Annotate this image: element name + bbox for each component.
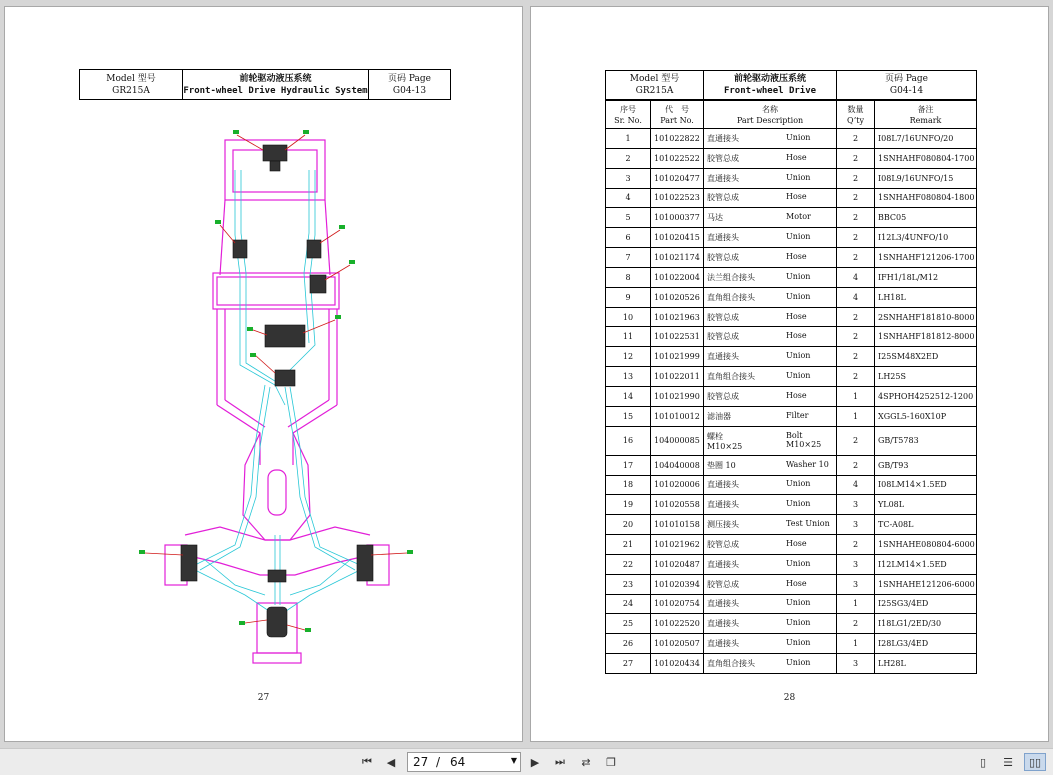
qty-cell: 2 (837, 129, 875, 149)
description-en: Union (786, 638, 811, 648)
sr-no-cell: 13 (606, 367, 651, 387)
last-page-icon[interactable]: ⏭ (555, 755, 565, 768)
part-no-cell: 101020477 (651, 168, 704, 188)
part-no-cell: 101022011 (651, 367, 704, 387)
remark-cell: I08LM14×1.5ED (875, 475, 977, 495)
description-cell (704, 475, 837, 495)
remark-cell: I25SG3/4ED (875, 594, 977, 614)
description-zh: 直通接头 (707, 480, 739, 490)
table-row (606, 495, 977, 515)
part-no-cell: 104000085 (651, 426, 704, 455)
part-no-cell: 101021990 (651, 386, 704, 406)
description-zh: 直通接头 (707, 599, 739, 609)
description-cell (704, 327, 837, 347)
qty-cell: 2 (837, 208, 875, 228)
qty-cell: 2 (837, 248, 875, 268)
description-cell (704, 367, 837, 387)
remark-cell: I12LM14×1.5ED (875, 554, 977, 574)
description-zh: 胶管总成 (707, 153, 739, 163)
qty-cell: 2 (837, 455, 875, 475)
page-number: 27 (257, 693, 270, 703)
remark-cell: TC-A08L (875, 515, 977, 535)
sr-no-cell: 7 (606, 248, 651, 268)
qty-cell: 4 (837, 287, 875, 307)
table-row (606, 327, 977, 347)
sr-no-cell: 6 (606, 228, 651, 248)
table-row (606, 594, 977, 614)
part-no-cell: 101021962 (651, 535, 704, 555)
qty-cell: 2 (837, 327, 875, 347)
table-row (606, 574, 977, 594)
sr-no-cell: 24 (606, 594, 651, 614)
qty-cell: 2 (837, 188, 875, 208)
remark-cell: GB/T93 (875, 455, 977, 475)
sr-no-cell: 15 (606, 406, 651, 426)
sr-no-cell: 18 (606, 475, 651, 495)
remark-cell: BBC05 (875, 208, 977, 228)
part-no-cell: 101020558 (651, 495, 704, 515)
description-zh: 马达 (707, 213, 723, 223)
remark-cell: 2SNHAHF181810-8000 (875, 307, 977, 327)
description-en: Union (786, 271, 811, 281)
col-sr: 序号 Sr. No. (606, 101, 651, 129)
part-no-cell: 101021174 (651, 248, 704, 268)
description-cell (704, 168, 837, 188)
description-cell (704, 248, 837, 268)
description-zh: 直角组合接头 (707, 659, 755, 669)
qty-cell: 2 (837, 307, 875, 327)
description-cell (704, 515, 837, 535)
description-en: Hose (786, 578, 807, 588)
description-en: Hose (786, 311, 807, 321)
description-zh: 胶管总成 (707, 539, 739, 549)
sr-no-cell: 23 (606, 574, 651, 594)
description-zh: 滤油器 (707, 411, 731, 421)
description-cell (704, 287, 837, 307)
description-cell (704, 347, 837, 367)
description-en: Hose (786, 152, 807, 162)
qty-cell: 2 (837, 228, 875, 248)
sr-no-cell: 3 (606, 168, 651, 188)
table-row (606, 168, 977, 188)
remark-cell: YL08L (875, 495, 977, 515)
description-cell (704, 495, 837, 515)
table-row (606, 406, 977, 426)
current-page[interactable]: 27 (413, 755, 429, 769)
part-no-cell: 101020526 (651, 287, 704, 307)
sr-no-cell: 25 (606, 614, 651, 634)
part-no-cell: 101020487 (651, 554, 704, 574)
description-zh: 胶管总成 (707, 252, 739, 262)
continuous-view-icon[interactable]: ☰ (1003, 755, 1013, 769)
description-en: Motor (786, 212, 811, 222)
description-zh: 直通接头 (707, 500, 739, 510)
description-cell (704, 188, 837, 208)
remark-cell: I08L7/16UNFO/20 (875, 129, 977, 149)
description-en: Filter (786, 410, 809, 420)
title-cell: 前轮驱动液压系统 Front-wheel Drive Hydraulic System (183, 70, 369, 100)
two-page-view-icon[interactable]: ▯▯ (1024, 753, 1046, 771)
qty-cell: 3 (837, 515, 875, 535)
next-page-icon[interactable]: ▶ (530, 755, 540, 769)
model-cell: Model 型号 GR215A (606, 71, 704, 100)
sr-no-cell: 21 (606, 535, 651, 555)
qty-cell: 2 (837, 535, 875, 555)
table-row (606, 248, 977, 268)
description-en: Union (786, 351, 811, 361)
page-selector[interactable] (407, 752, 521, 772)
table-row (606, 654, 977, 674)
page-header (79, 69, 451, 100)
table-row (606, 267, 977, 287)
qty-cell: 1 (837, 594, 875, 614)
prev-page-icon[interactable]: ◀ (386, 755, 396, 769)
remark-cell: 1SNHAHF080804-1700 (875, 148, 977, 168)
col-qty: 数量 Q’ty (837, 101, 875, 129)
page-28 (530, 6, 1049, 742)
chevron-down-icon[interactable]: ▼ (510, 756, 517, 765)
description-en: Hose (786, 331, 807, 341)
sr-no-cell: 19 (606, 495, 651, 515)
description-cell (704, 574, 837, 594)
description-en: Bolt (786, 430, 803, 440)
qty-cell: 3 (837, 554, 875, 574)
description-cell (704, 535, 837, 555)
part-no-cell: 101010012 (651, 406, 704, 426)
part-no-cell: 101020394 (651, 574, 704, 594)
description-en: Hose (786, 390, 807, 400)
part-no-cell: 101022822 (651, 129, 704, 149)
description-en: Union (786, 658, 811, 668)
description-en: Union (786, 172, 811, 182)
part-no-cell: 101021963 (651, 307, 704, 327)
qty-cell: 3 (837, 495, 875, 515)
qty-cell: 4 (837, 475, 875, 495)
sr-no-cell: 20 (606, 515, 651, 535)
table-row (606, 386, 977, 406)
description-en: Hose (786, 192, 807, 202)
description-zh: 直通接头 (707, 173, 739, 183)
description-cell (704, 554, 837, 574)
description-zh: 胶管总成 (707, 312, 739, 322)
table-row (606, 208, 977, 228)
description-cell (704, 594, 837, 614)
description-zh: 直通接头 (707, 133, 739, 143)
remark-cell: I25SM48X2ED (875, 347, 977, 367)
page-number: 28 (783, 693, 796, 703)
description-cell (704, 426, 837, 455)
table-row (606, 129, 977, 149)
rotate-icon[interactable]: ⇄ (581, 755, 591, 769)
description-zh: 直通接头 (707, 559, 739, 569)
description-en: Union (786, 291, 811, 301)
qty-cell: 2 (837, 148, 875, 168)
description-zh: 法兰组合接头 (707, 272, 755, 282)
page-27 (4, 6, 523, 742)
description-en: Union (786, 232, 811, 242)
description-en: Union (786, 618, 811, 628)
qty-cell: 2 (837, 168, 875, 188)
description-zh: 直通接头 (707, 639, 739, 649)
part-no-cell: 101022522 (651, 148, 704, 168)
model-cell: Model 型号 GR215A (80, 70, 183, 100)
sr-no-cell: 22 (606, 554, 651, 574)
description-en: Union (786, 598, 811, 608)
sr-no-cell: 26 (606, 634, 651, 654)
single-page-view-icon[interactable]: ▯ (979, 755, 987, 769)
description-cell (704, 654, 837, 674)
table-row (606, 347, 977, 367)
remark-cell: I12L3/4UNFO/10 (875, 228, 977, 248)
description-zh: 胶管总成 (707, 579, 739, 589)
description-zh: 直通接头 (707, 233, 739, 243)
table-row (606, 287, 977, 307)
col-remark: 备注 Remark (875, 101, 977, 129)
remark-cell: IFH1/18L/M12 (875, 267, 977, 287)
sr-no-cell: 1 (606, 129, 651, 149)
remark-cell: 1SNHAHF121206-1700 (875, 248, 977, 268)
qty-cell: 2 (837, 347, 875, 367)
qty-cell: 2 (837, 614, 875, 634)
table-row (606, 475, 977, 495)
part-no-cell: 101020754 (651, 594, 704, 614)
description-cell (704, 148, 837, 168)
remark-cell: 1SNHAHF080804-1800 (875, 188, 977, 208)
sr-no-cell: 17 (606, 455, 651, 475)
qty-cell: 3 (837, 654, 875, 674)
sr-no-cell: 4 (606, 188, 651, 208)
description-cell (704, 634, 837, 654)
description-en: Hose (786, 538, 807, 548)
qty-cell: 2 (837, 367, 875, 387)
description-cell (704, 614, 837, 634)
table-row (606, 455, 977, 475)
description-cell (704, 228, 837, 248)
page-code-cell: 页码 Page G04-13 (369, 70, 451, 100)
sr-no-cell: 8 (606, 267, 651, 287)
page-header (605, 70, 977, 100)
table-row (606, 426, 977, 455)
table-row (606, 535, 977, 555)
part-no-cell: 101020434 (651, 654, 704, 674)
part-no-cell: 101020415 (651, 228, 704, 248)
description-en: Union (786, 132, 811, 142)
description-en: Union (786, 499, 811, 509)
description-en: Union (786, 371, 811, 381)
qty-cell: 4 (837, 267, 875, 287)
description-zh: 测压接头 (707, 520, 739, 530)
remark-cell: XGGL5-160X10P (875, 406, 977, 426)
description-cell (704, 267, 837, 287)
hydraulic-system-drawing (125, 115, 425, 675)
remark-cell: LH25S (875, 367, 977, 387)
description-cell (704, 129, 837, 149)
description-cell (704, 386, 837, 406)
part-no-cell: 101022004 (651, 267, 704, 287)
table-row (606, 188, 977, 208)
sr-no-cell: 27 (606, 654, 651, 674)
description-zh: 胶管总成 (707, 193, 739, 203)
table-row (606, 634, 977, 654)
qty-cell: 3 (837, 574, 875, 594)
remark-cell: I18LG1/2ED/30 (875, 614, 977, 634)
qty-cell: 1 (837, 386, 875, 406)
table-row (606, 228, 977, 248)
sr-no-cell: 5 (606, 208, 651, 228)
table-row (606, 614, 977, 634)
remark-cell: LH18L (875, 287, 977, 307)
parts-table (605, 100, 977, 674)
part-no-cell: 101010158 (651, 515, 704, 535)
description-zh: 螺栓 (707, 431, 723, 441)
table-row (606, 515, 977, 535)
title-cell: 前轮驱动液压系统 Front-wheel Drive (704, 71, 837, 100)
remark-cell: GB/T5783 (875, 426, 977, 455)
part-no-cell: 101020006 (651, 475, 704, 495)
part-no-cell: 101020507 (651, 634, 704, 654)
qty-cell: 1 (837, 634, 875, 654)
sr-no-cell: 14 (606, 386, 651, 406)
viewer-toolbar (0, 748, 1053, 775)
description-en-size: M10×25 (786, 439, 822, 449)
sr-no-cell: 16 (606, 426, 651, 455)
first-page-icon[interactable]: ⏮ (362, 755, 372, 768)
sr-no-cell: 12 (606, 347, 651, 367)
description-zh-size: M10×25 (707, 441, 743, 451)
page-code-cell: 页码 Page G04-14 (837, 71, 977, 100)
sr-no-cell: 9 (606, 287, 651, 307)
description-cell (704, 406, 837, 426)
table-row (606, 307, 977, 327)
description-cell (704, 455, 837, 475)
col-desc: 名称 Part Description (704, 101, 837, 129)
description-en: Test Union (786, 519, 830, 529)
description-zh: 直角组合接头 (707, 372, 755, 382)
sr-no-cell: 10 (606, 307, 651, 327)
remark-cell: 1SNHAHF181812-8000 (875, 327, 977, 347)
description-cell (704, 208, 837, 228)
qty-cell: 1 (837, 406, 875, 426)
qty-cell: 2 (837, 426, 875, 455)
copy-icon[interactable]: ❐ (606, 755, 616, 769)
table-row (606, 148, 977, 168)
sr-no-cell: 11 (606, 327, 651, 347)
table-row (606, 367, 977, 387)
description-zh: 直通接头 (707, 352, 739, 362)
remark-cell: I08L9/16UNFO/15 (875, 168, 977, 188)
description-zh: 直角组合接头 (707, 292, 755, 302)
description-en: Union (786, 558, 811, 568)
description-zh: 垫圈 10 (707, 460, 736, 470)
description-cell (704, 307, 837, 327)
part-no-cell: 101021999 (651, 347, 704, 367)
part-no-cell: 104040008 (651, 455, 704, 475)
remark-cell: LH28L (875, 654, 977, 674)
remark-cell: 1SNHAHE121206-6000 (875, 574, 977, 594)
description-en: Union (786, 479, 811, 489)
description-zh: 胶管总成 (707, 332, 739, 342)
part-no-cell: 101022523 (651, 188, 704, 208)
description-en: Hose (786, 251, 807, 261)
part-no-cell: 101000377 (651, 208, 704, 228)
col-part: 代 号 Part No. (651, 101, 704, 129)
remark-cell: I28LG3/4ED (875, 634, 977, 654)
remark-cell: 1SNHAHE080804-6000 (875, 535, 977, 555)
page-separator: / (436, 755, 441, 769)
description-zh: 直通接头 (707, 619, 739, 629)
part-no-cell: 101022520 (651, 614, 704, 634)
total-pages: 64 (450, 755, 466, 769)
sr-no-cell: 2 (606, 148, 651, 168)
remark-cell: 4SPHOH4252512-1200 (875, 386, 977, 406)
description-zh: 胶管总成 (707, 391, 739, 401)
table-row (606, 554, 977, 574)
description-en: Washer 10 (786, 459, 829, 469)
part-no-cell: 101022531 (651, 327, 704, 347)
